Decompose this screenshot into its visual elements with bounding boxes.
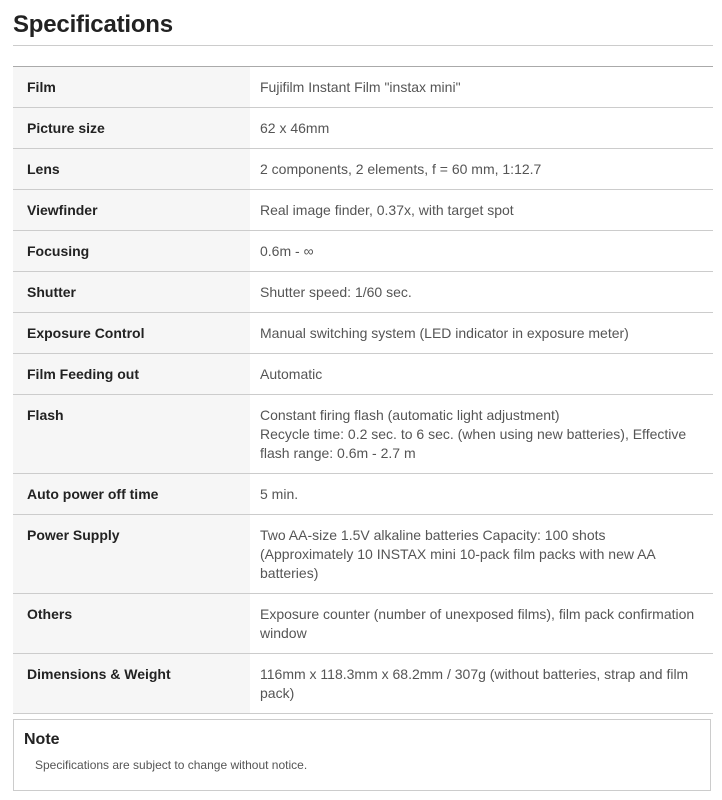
note-title: Note <box>24 731 60 748</box>
spec-value <box>250 395 713 474</box>
spec-row <box>13 594 713 654</box>
spec-row <box>13 272 713 313</box>
spec-value-line: 116mm x 118.3mm x 68.2mm / 307g (without batteries, strap and film pack) <box>260 666 689 701</box>
spec-value <box>250 474 713 515</box>
spec-value-line: Recycle time: 0.2 sec. to 6 sec. (when using new batteries), Effective flash range: 0.6m - 2.7 m <box>260 426 687 461</box>
spec-label: Flash <box>13 395 250 474</box>
spec-row <box>13 515 713 594</box>
spec-value-line: Fujifilm Instant Film "instax mini" <box>260 79 461 95</box>
spec-value <box>250 654 713 714</box>
spec-row <box>13 313 713 354</box>
page-title: Specifications <box>13 11 173 38</box>
spec-value-line: Exposure counter (number of unexposed films), film pack confirmation window <box>260 606 695 641</box>
spec-label: Picture size <box>13 108 250 149</box>
spec-label: Viewfinder <box>13 190 250 231</box>
spec-label: Power Supply <box>13 515 250 594</box>
spec-label: Others <box>13 594 250 654</box>
spec-label: Film Feeding out <box>13 354 250 395</box>
spec-value-line: Constant firing flash (automatic light adjustment) <box>260 407 560 423</box>
spec-value-line: 2 components, 2 elements, f = 60 mm, 1:12.7 <box>260 161 542 177</box>
spec-value <box>250 515 713 594</box>
spec-row <box>13 231 713 272</box>
spec-value-line: Two AA-size 1.5V alkaline batteries Capacity: 100 shots <box>260 527 606 543</box>
spec-value <box>250 354 713 395</box>
specifications-table <box>13 66 713 714</box>
specifications-table-body <box>13 67 713 714</box>
spec-value <box>250 313 713 354</box>
spec-value <box>250 190 713 231</box>
spec-label: Lens <box>13 149 250 190</box>
spec-row <box>13 149 713 190</box>
spec-label: Film <box>13 67 250 108</box>
title-divider <box>13 45 713 46</box>
spec-value <box>250 108 713 149</box>
spec-value-line: Real image finder, 0.37x, with target spot <box>260 202 514 218</box>
spec-value <box>250 149 713 190</box>
spec-label: Shutter <box>13 272 250 313</box>
spec-row <box>13 67 713 108</box>
spec-value-line: Manual switching system (LED indicator in exposure meter) <box>260 325 629 341</box>
spec-value-line: Shutter speed: 1/60 sec. <box>260 284 412 300</box>
spec-row <box>13 108 713 149</box>
spec-row <box>13 395 713 474</box>
spec-value <box>250 231 713 272</box>
spec-label: Auto power off time <box>13 474 250 515</box>
spec-value-line: Automatic <box>260 366 323 382</box>
spec-row <box>13 354 713 395</box>
spec-value-line: (Approximately 10 INSTAX mini 10-pack film packs with new AA batteries) <box>260 546 656 581</box>
spec-value <box>250 594 713 654</box>
spec-row <box>13 654 713 714</box>
spec-row <box>13 190 713 231</box>
spec-value <box>250 272 713 313</box>
spec-label: Focusing <box>13 231 250 272</box>
spec-label: Dimensions & Weight <box>13 654 250 714</box>
spec-value <box>250 67 713 108</box>
note-box <box>13 719 711 791</box>
spec-value-line: 0.6m - ∞ <box>260 243 314 259</box>
spec-row <box>13 474 713 515</box>
note-text: Specifications are subject to change without notice. <box>35 758 308 772</box>
spec-label: Exposure Control <box>13 313 250 354</box>
spec-value-line: 62 x 46mm <box>260 120 330 136</box>
spec-value-line: 5 min. <box>260 486 299 502</box>
